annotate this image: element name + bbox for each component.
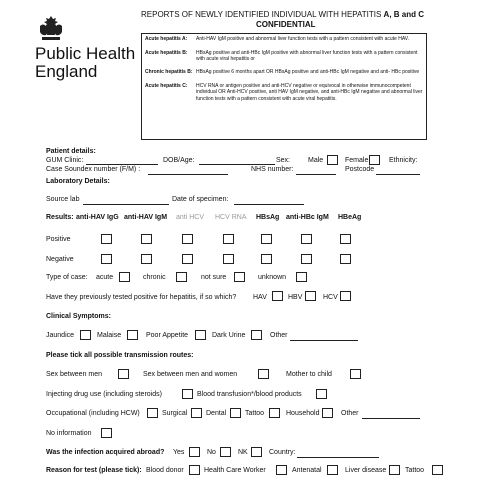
country-label: Country: (269, 449, 296, 456)
female-label: Female (345, 157, 369, 164)
not-sure-checkbox[interactable] (234, 272, 245, 282)
negative-checkbox[interactable] (223, 254, 234, 264)
def-label-acute-c: Acute hepatitis C: (145, 83, 188, 89)
negative-checkbox[interactable] (101, 254, 112, 264)
col-anti-hcv: anti HCV (176, 214, 205, 221)
nhs-field[interactable] (296, 174, 336, 175)
malaise-checkbox[interactable] (127, 330, 138, 340)
results-label: Results: (46, 214, 74, 221)
dark-urine-checkbox[interactable] (251, 330, 262, 340)
abroad-nk-checkbox[interactable] (251, 447, 262, 457)
postcode-field[interactable] (376, 174, 420, 175)
specimen-date-label: Date of specimen: (172, 196, 229, 203)
col-anti-hbc-igm: anti-HBc IgM (286, 214, 329, 221)
occupational-checkbox[interactable] (147, 408, 158, 418)
case-type-label: Type of case: (46, 274, 88, 281)
symptom-poor-appetite: Poor Appetite (146, 332, 189, 339)
negative-checkbox[interactable] (340, 254, 351, 264)
gum-clinic-label: GUM Clinic: (46, 157, 84, 164)
lab-heading: Laboratory Details: (46, 178, 110, 185)
no-information-checkbox[interactable] (101, 428, 112, 438)
positive-label: Positive (46, 236, 71, 243)
case-type-chronic: chronic (143, 274, 166, 281)
def-label-acute-b: Acute hepatitis B: (145, 50, 188, 56)
negative-checkbox[interactable] (141, 254, 152, 264)
route-surgical: Surgical (162, 410, 188, 417)
reason-label: Reason for test (please tick): (46, 467, 142, 474)
antenatal-checkbox[interactable] (327, 465, 338, 475)
reason-liver-disease: Liver disease (345, 467, 387, 474)
dob-field[interactable] (199, 164, 275, 165)
symptom-dark-urine: Dark Urine (212, 332, 246, 339)
positive-checkbox[interactable] (223, 234, 234, 244)
sex-men-women-checkbox[interactable] (258, 369, 269, 379)
prev-hcv-label: HCV (323, 294, 338, 301)
reason-hcw: Health Care Worker (204, 467, 266, 474)
source-lab-field[interactable] (83, 204, 169, 205)
dob-label: DOB/Age: (163, 157, 195, 164)
reason-tattoo: Tattoo (405, 467, 425, 474)
nhs-label: NHS number: (251, 166, 294, 173)
clinical-heading: Clinical Symptoms: (46, 313, 111, 320)
source-lab-label: Source lab (46, 196, 80, 203)
ethnicity-label: Ethnicity: (389, 157, 418, 164)
route-household: Household (286, 410, 320, 417)
def-label-acute-a: Acute hepatitis A: (145, 36, 188, 42)
title-text: REPORTS OF NEWLY IDENTIFIED INDIVIDUAL WITH HEPATITIS (141, 10, 384, 19)
route-no-information: No information (46, 430, 92, 437)
surgical-checkbox[interactable] (191, 408, 202, 418)
positive-checkbox[interactable] (101, 234, 112, 244)
blood-donor-checkbox[interactable] (189, 465, 200, 475)
def-text-acute-a: Anti-HAV IgM positive and abnormal liver function tests with a pattern consistent with acute HAV. (196, 36, 410, 42)
poor-appetite-checkbox[interactable] (195, 330, 206, 340)
chronic-checkbox[interactable] (176, 272, 187, 282)
country-field[interactable] (297, 457, 379, 458)
liver-disease-checkbox[interactable] (389, 465, 400, 475)
col-hbsag: HBsAg (256, 214, 280, 221)
negative-checkbox[interactable] (301, 254, 312, 264)
case-type-acute: acute (96, 274, 114, 281)
drug-use-checkbox[interactable] (182, 389, 193, 399)
case-label: Case Soundex number (F/M) : (46, 166, 141, 173)
blood-transfusion-checkbox[interactable] (316, 389, 327, 399)
symptom-other-field[interactable] (290, 340, 358, 341)
def-text-acute-c: HCV RNA or antigen positive and anti-HCV negative or equivocal in otherwise immunocompetent individual OR Anti-HCV positive, anti HAV IgM negative, and anti-HBc IgM negative and abnormal liver function tests with a pattern consistent with acute viral hepatitis. (196, 83, 423, 102)
sex-label: Sex: (276, 157, 291, 164)
reason-tattoo-checkbox[interactable] (432, 465, 443, 475)
unknown-checkbox[interactable] (296, 272, 307, 282)
acute-checkbox[interactable] (119, 272, 130, 282)
prev-hav-checkbox[interactable] (272, 291, 283, 301)
household-checkbox[interactable] (322, 408, 333, 418)
abroad-no-checkbox[interactable] (220, 447, 231, 457)
postcode-label: Postcode (345, 166, 375, 173)
prev-hbv-checkbox[interactable] (305, 291, 316, 301)
mother-child-checkbox[interactable] (350, 369, 361, 379)
route-tattoo: Tattoo (245, 410, 265, 417)
route-sex-men-women: Sex between men and women (143, 371, 238, 378)
definitions-box (141, 33, 427, 140)
positive-checkbox[interactable] (301, 234, 312, 244)
form-title (141, 10, 424, 19)
col-hcv-rna: HCV RNA (215, 214, 247, 221)
positive-checkbox[interactable] (261, 234, 272, 244)
dental-checkbox[interactable] (230, 408, 241, 418)
reason-blood-donor: Blood donor (146, 467, 184, 474)
route-drug-use: Injecting drug use (including steroids) (46, 391, 162, 398)
route-blood-transfusion: Blood transfusion*/blood products (197, 391, 302, 398)
hcw-checkbox[interactable] (276, 465, 287, 475)
abroad-yes-label: Yes (173, 449, 185, 456)
abroad-nk-label: NK (238, 449, 248, 456)
logo-crest (36, 14, 66, 42)
def-text-acute-b: HBsAg positive and anti-HBc IgM positive with abnormal liver function tests with a pattern consistent with acute viral hepatitis or (196, 50, 418, 63)
col-anti-hav-igg: anti-HAV IgG (76, 214, 119, 221)
specimen-date-field[interactable] (234, 204, 304, 205)
col-hbeag: HBeAg (338, 214, 362, 221)
prev-hbv-label: HBV (288, 294, 303, 301)
def-label-chronic-b: Chronic hepatitis B: (145, 69, 193, 75)
case-field[interactable] (148, 174, 228, 175)
route-dental: Dental (206, 410, 227, 417)
logo-line2: England (35, 62, 98, 81)
abroad-question: Was the infection acquired abroad? (46, 449, 165, 456)
symptom-malaise: Malaise (97, 332, 122, 339)
abroad-no-label: No (207, 449, 216, 456)
female-checkbox[interactable] (369, 155, 380, 165)
negative-checkbox[interactable] (182, 254, 193, 264)
symptom-other: Other (270, 332, 288, 339)
reason-antenatal: Antenatal (292, 467, 322, 474)
route-sex-men: Sex between men (46, 371, 103, 378)
male-checkbox[interactable] (327, 155, 338, 165)
title-letters: A, B and C (383, 10, 424, 19)
negative-checkbox[interactable] (261, 254, 272, 264)
route-other: Other (341, 410, 359, 417)
route-other-field[interactable] (362, 418, 420, 419)
negative-label: Negative (46, 256, 74, 263)
prev-hav-label: HAV (253, 294, 267, 301)
abroad-yes-checkbox[interactable] (189, 447, 200, 457)
sex-men-checkbox[interactable] (118, 369, 129, 379)
tattoo-checkbox[interactable] (269, 408, 280, 418)
positive-checkbox[interactable] (141, 234, 152, 244)
confidential-label: CONFIDENTIAL (256, 20, 316, 29)
def-text-chronic-b: HBsAg positive 6 months apart OR HBsAg positive and anti-HBc IgM negative and anti- HBc positive (196, 69, 420, 75)
positive-checkbox[interactable] (182, 234, 193, 244)
case-type-not-sure: not sure (201, 274, 227, 281)
gum-field[interactable] (86, 164, 158, 165)
jaundice-checkbox[interactable] (80, 330, 91, 340)
patient-heading: Patient details: (46, 148, 96, 155)
route-mother-child: Mother to child (286, 371, 332, 378)
case-type-unknown: unknown (258, 274, 287, 281)
prev-hcv-checkbox[interactable] (340, 291, 351, 301)
symptom-jaundice: Jaundice (46, 332, 75, 339)
routes-heading: Please tick all possible transmission routes: (46, 352, 194, 359)
previous-positive-label: Have they previously tested positive for hepatitis, if so which? (46, 294, 237, 301)
male-label: Male (308, 157, 324, 164)
logo-line1: Public Health (35, 44, 136, 63)
col-anti-hav-igm: anti-HAV IgM (124, 214, 168, 221)
positive-checkbox[interactable] (340, 234, 351, 244)
route-occupational: Occupational (including HCW) (46, 410, 140, 417)
